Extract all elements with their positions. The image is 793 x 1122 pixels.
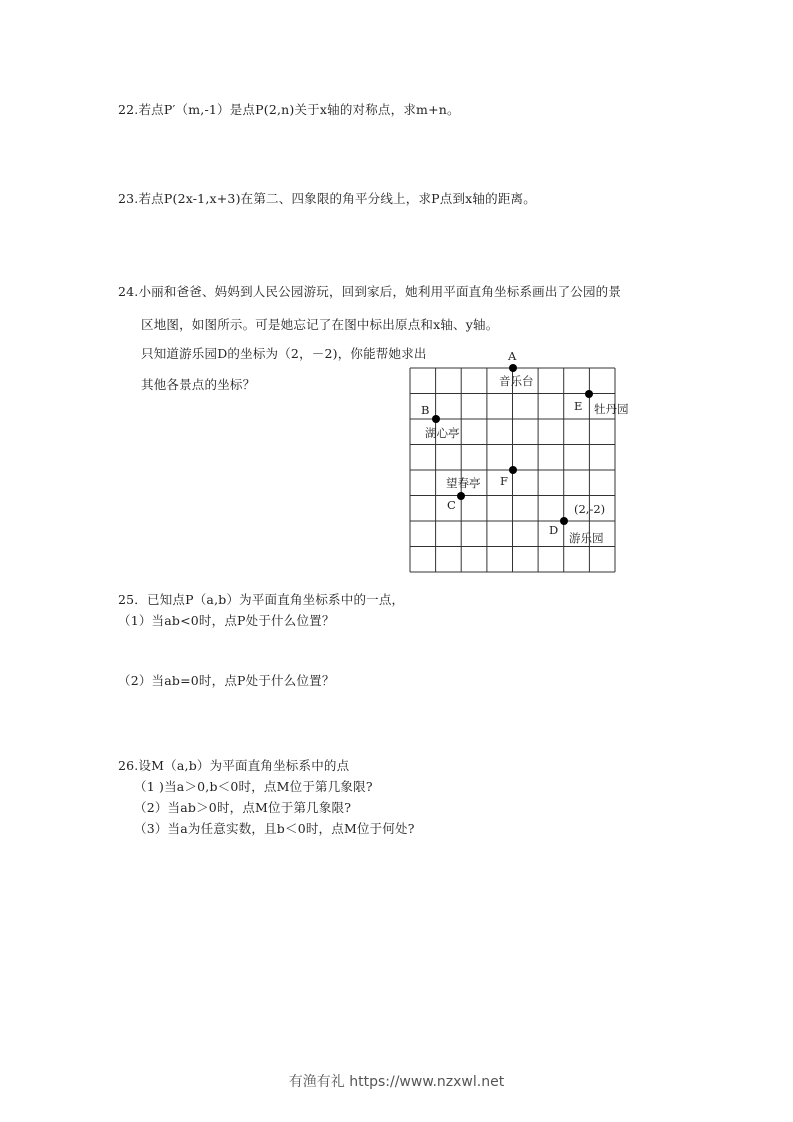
point-e-letter: E (574, 399, 583, 413)
point-f-marker (509, 466, 517, 474)
point-f-letter: F (500, 474, 508, 488)
question-25-part1: （1）当ab<0时，点P处于什么位置？ (118, 613, 335, 628)
park-map-grid (410, 349, 629, 572)
point-e-name: 牡丹园 (594, 402, 629, 416)
point-a-letter: A (508, 349, 517, 363)
question-24-line1: 24.小丽和爸爸、妈妈到人民公园游玩，回到家后，她利用平面直角坐标系画出了公园的景 (118, 284, 622, 299)
point-c-letter: C (447, 498, 456, 512)
question-23: 23.若点P(2x-1,x+3)在第二、四象限的角平分线上，求P点到x轴的距离。 (118, 191, 536, 206)
point-c-name: 望春亭 (446, 476, 481, 490)
question-24-line2: 区地图，如图所示。可是她忘记了在图中标出原点和x轴、y轴。 (141, 317, 499, 332)
point-b-name: 湖心亭 (425, 426, 460, 440)
footer-watermark: 有渔有礼 https://www.nzxwl.net (288, 1074, 505, 1090)
point-d-marker (560, 517, 568, 525)
question-26-part3: （3）当a为任意实数，且b＜0时，点M位于何处? (134, 821, 415, 836)
point-a-name: 音乐台 (499, 374, 534, 388)
point-b-letter: B (421, 403, 430, 417)
point-c-marker (457, 492, 465, 500)
question-25-stem: 25．已知点P（a,b）为平面直角坐标系中的一点， (118, 592, 405, 607)
point-b-marker (432, 415, 440, 423)
point-e-marker (585, 390, 593, 398)
question-24-line3: 只知道游乐园D的坐标为（2，－2)，你能帮她求出 (141, 346, 427, 361)
question-26-stem: 26.设M（a,b）为平面直角坐标系中的点 (118, 758, 350, 773)
point-d-letter: D (549, 523, 559, 537)
point-d-name: 游乐园 (569, 531, 604, 545)
question-26-part2: （2）当ab＞0时，点M位于第几象限? (134, 800, 352, 815)
question-26-part1: （1 )当a＞0,b＜0时，点M位于第几象限? (134, 779, 373, 794)
question-22: 22.若点P′（m,-1）是点P(2,n)关于x轴的对称点，求m+n。 (118, 102, 460, 117)
question-25-part2: （2）当ab=0时，点P处于什么位置？ (118, 673, 335, 688)
question-24-line4: 其他各景点的坐标？ (141, 377, 256, 392)
point-a-marker (509, 364, 517, 372)
point-d-coordinate: (2,-2) (574, 502, 606, 516)
